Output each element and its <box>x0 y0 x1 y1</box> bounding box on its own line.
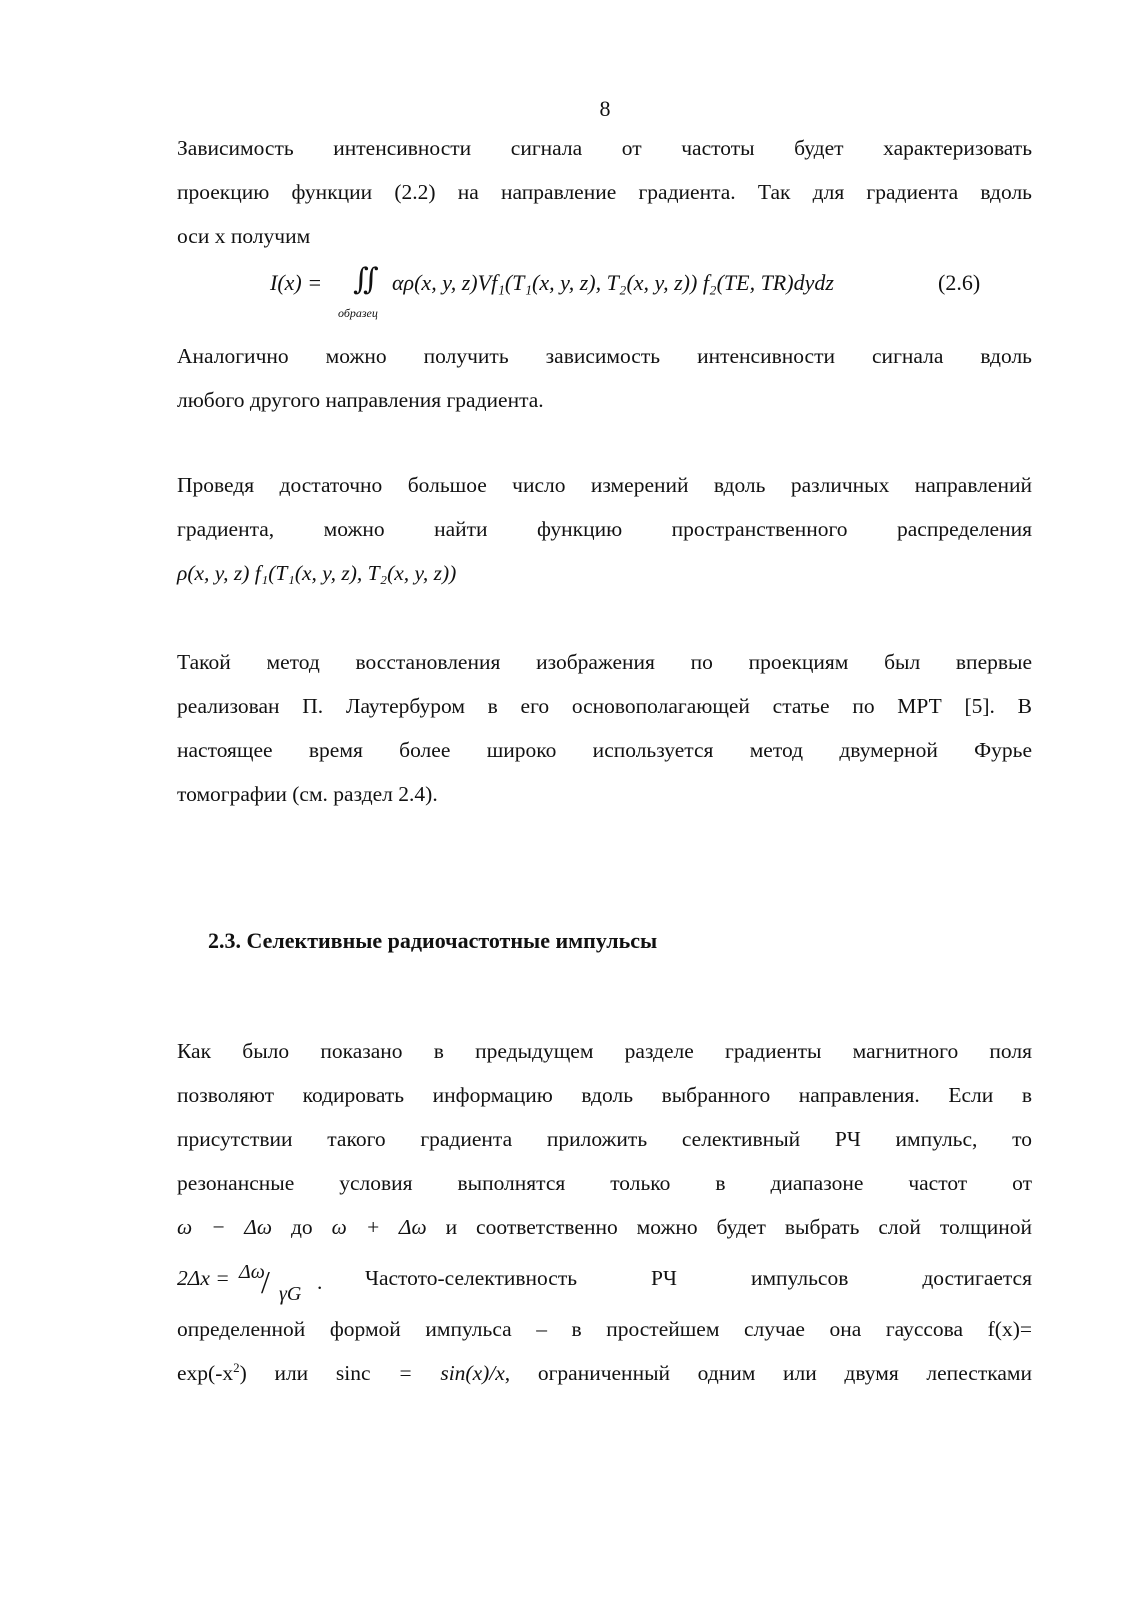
paragraph-line-sinc <box>177 1351 1032 1395</box>
paragraph-5 <box>177 1029 1032 1395</box>
or-sinc-text: ) или sinc <box>239 1361 371 1385</box>
paragraph-line: Частото-селективность РЧ импульсов достигается <box>365 1266 1032 1290</box>
paragraph-line: градиента, можно найти функцию пространственного распределения <box>177 517 1032 541</box>
integral-domain: образец <box>338 306 378 320</box>
paragraph-line-thickness <box>177 1249 1032 1307</box>
paragraph-line: присутствии такого градиента приложить селективный РЧ импульс, то <box>177 1127 1032 1151</box>
paragraph-4 <box>177 640 1032 816</box>
fraction-slash: / <box>261 1264 270 1300</box>
paragraph-line: томографии (см. раздел 2.4). <box>177 782 438 806</box>
paragraph-line: любого другого направления градиента. <box>177 388 544 412</box>
exponent: 2 <box>233 1359 240 1375</box>
fraction-denominator: γG <box>279 1283 302 1305</box>
fraction-numerator: Δω <box>239 1261 265 1283</box>
paragraph-2 <box>177 334 1032 422</box>
equation-lhs: I(x) = <box>270 270 323 295</box>
paragraph-line-frequency-range <box>177 1205 1032 1249</box>
page-number: 8 <box>599 96 611 121</box>
paragraph-line: Такой метод восстановления изображения по проекциям был впервые <box>177 650 1032 674</box>
paragraph-line: позволяют кодировать информацию вдоль выбранного направления. Если в <box>177 1083 1032 1107</box>
section-heading: 2.3. Селективные радиочастотные импульсы <box>208 928 658 953</box>
paragraph-line: Проведя достаточно большое число измерений вдоль различных направлений <box>177 473 1032 497</box>
sinc-formula: = sin(x)/x <box>398 1361 505 1385</box>
thickness-lhs: 2Δx = <box>177 1266 230 1290</box>
double-integral-sign: ∬ <box>353 263 379 296</box>
paragraph-1 <box>177 126 1032 258</box>
paragraph-line: настоящее время более широко используется метод двумерной Фурье <box>177 738 1032 762</box>
paragraph-line: Как было показано в предыдущем разделе градиенты магнитного поля <box>177 1039 1032 1063</box>
paragraph-line: определенной формой импульса – в простейшем случае она гауссова f(x)= <box>177 1317 1032 1341</box>
freq-high-formula: ω + Δω <box>331 1215 427 1239</box>
paragraph-line: резонансные условия выполнятся только в диапазоне частот от <box>177 1171 1032 1195</box>
equation-body: αρ(x, y, z)Vf₁(T₁(x, y, z), T₂(x, y, z)) f₂(TE, TR)dydz <box>392 270 834 295</box>
equation-2-6 <box>270 262 1000 322</box>
freq-low-formula: ω − Δω <box>177 1215 273 1239</box>
formula-dot: . <box>317 1270 323 1294</box>
paragraph-line: Аналогично можно получить зависимость интенсивности сигнала вдоль <box>177 344 1032 368</box>
connector-text: и соответственно можно будет выбрать слой толщиной <box>426 1215 1032 1239</box>
distribution-formula: ρ(x, y, z) f₁(T₁(x, y, z), T₂(x, y, z)) <box>177 561 457 585</box>
trailing-text: , ограниченный одним или двумя лепестками <box>504 1361 1032 1385</box>
paragraph-line: оси x получим <box>177 224 311 248</box>
paragraph-3 <box>177 463 1032 595</box>
exp-text: exp(-x <box>177 1361 234 1385</box>
paragraph-line: проекцию функции (2.2) на направление градиента. Так для градиента вдоль <box>177 180 1032 204</box>
paragraph-line: Зависимость интенсивности сигнала от частоты будет характеризовать <box>177 136 1032 160</box>
connector-text: до <box>272 1215 332 1239</box>
thickness-formula <box>177 1256 327 1305</box>
fraction <box>177 1256 302 1305</box>
equation-number: (2.6) <box>938 270 981 295</box>
paragraph-line: реализован П. Лаутербуром в его основополагающей статье по МРТ [5]. В <box>177 694 1032 718</box>
